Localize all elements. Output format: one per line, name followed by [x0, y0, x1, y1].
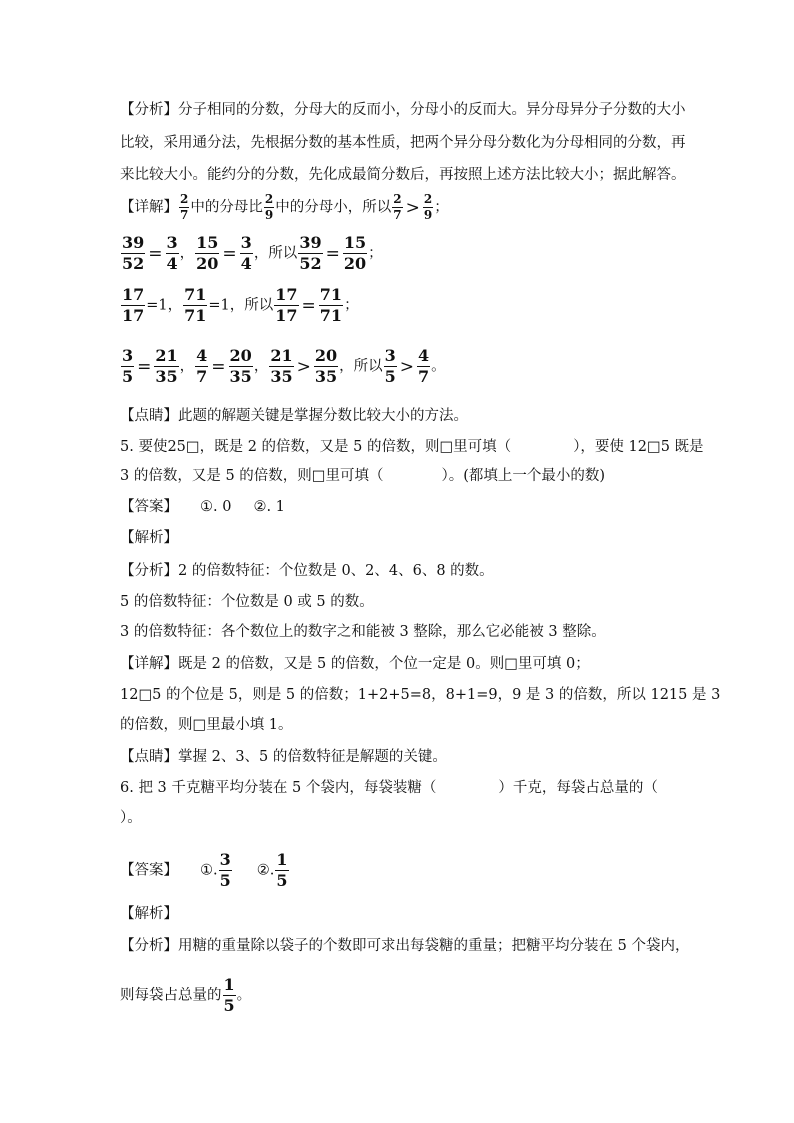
fraction: $\frac{39}{52}$: [299, 233, 322, 273]
analysis-5-line-1: 【分析】2 的倍数特征：个位数是 0、2、4、6、8 的数。: [120, 563, 494, 579]
key-point-5: 【点睛】掌握 2、3、5 的倍数特征是解题的关键。: [120, 749, 447, 765]
detail-line-3: $\frac{17}{17}$ =1， $\frac{71}{71}$ =1，所以 $\frac{17}{17}$ = $\frac{71}{71}$ ；: [122, 285, 359, 325]
fraction: $\frac{39}{52}$: [122, 233, 145, 273]
fraction: $\frac{20}{35}$: [314, 346, 338, 386]
detail-5-line-3: 的倍数，则□里最小填 1。: [120, 717, 293, 733]
fraction: $\frac{2}{9}$: [264, 192, 274, 222]
fraction: $\frac{71}{71}$: [184, 285, 207, 325]
analysis-line-2: 比较，采用通分法，先根据分数的基本性质，把两个异分母分数化为分母相同的分数，再: [120, 135, 686, 151]
fraction: $\frac{15}{20}$: [343, 233, 367, 273]
question-5-line-1: 5. 要使25□，既是 2 的倍数，又是 5 的倍数，则□里可填（ ），要使 12□5 既是: [120, 439, 704, 455]
fraction: $\frac{21}{35}$: [270, 346, 293, 386]
fraction: $\frac{71}{71}$: [319, 285, 343, 325]
answer-5: 【答案】 ①. 0 ②. 1: [120, 499, 285, 515]
analysis-label-5: 【解析】: [120, 530, 178, 546]
fraction: $\frac{1}{5}$: [276, 850, 288, 890]
detail-5-line-2: 12□5 的个位是 5，则是 5 的倍数；1+2+5=8，8+1=9，9 是 3 的倍数，所以 1215 是 3: [120, 687, 721, 703]
fraction: $\frac{15}{20}$: [196, 233, 219, 273]
fraction: $\frac{17}{17}$: [275, 285, 298, 325]
fraction: $\frac{4}{7}$: [417, 346, 430, 386]
analysis-5-line-3: 3 的倍数特征：各个数位上的数字之和能被 3 整除，那么它必能被 3 整除。: [120, 624, 606, 640]
fraction: $\frac{17}{17}$: [122, 285, 145, 325]
detail-line-4: $\frac{3}{5}$ = $\frac{21}{35}$ ， $\frac{4}{7}$ = $\frac{20}{35}$ ， $\frac{21}{35}$ > $\frac{20}{35}$ ，所以 $\frac{3}{5}$ > $\frac{4}{7}$ 。: [122, 346, 446, 386]
detail-line-2: $\frac{39}{52}$ = $\frac{3}{4}$ ， $\frac{15}{20}$ = $\frac{3}{4}$ ，所以 $\frac{39}{52}$ = $\frac{15}{20}$ ；: [122, 233, 383, 273]
fraction: $\frac{3}{5}$: [384, 346, 396, 386]
detail-5-line-1: 【详解】既是 2 的倍数，又是 5 的倍数，个位一定是 0。则□里可填 0；: [120, 656, 590, 672]
analysis-6-line-1: 【分析】用糖的重量除以袋子的个数即可求出每袋糖的重量；把糖平均分装在 5 个袋内，: [120, 938, 690, 954]
fraction: $\frac{20}{35}$: [229, 346, 252, 386]
fraction: $\frac{2}{7}$: [393, 192, 402, 222]
fraction: $\frac{2}{9}$: [423, 192, 433, 222]
answer-6: 【答案】 ①. $\frac{3}{5}$ ②. $\frac{1}{5}$: [120, 850, 288, 890]
question-5-line-2: 3 的倍数，又是 5 的倍数，则□里可填（ ）。(都填上一个最小的数): [120, 468, 606, 484]
fraction: $\frac{21}{35}$: [155, 346, 178, 386]
fraction: $\frac{3}{4}$: [240, 233, 252, 273]
fraction: $\frac{2}{7}$: [180, 192, 189, 222]
analysis-line-3: 来比较大小。能约分的分数，先化成最简分数后，再按照上述方法比较大小；据此解答。: [120, 167, 686, 183]
question-6-line-2: ）。: [120, 810, 142, 826]
question-6-line-1: 6. 把 3 千克糖平均分装在 5 个袋内，每袋装糖（ ）千克，每袋占总量的（: [120, 780, 658, 796]
analysis-line-1: 【分析】分子相同的分数，分母大的反而小，分母小的反而大。异分母异分子分数的大小: [120, 102, 686, 118]
fraction: $\frac{1}{5}$: [223, 975, 235, 1015]
fraction: $\frac{3}{5}$: [219, 850, 231, 890]
fraction: $\frac{4}{7}$: [196, 346, 208, 386]
fraction: $\frac{3}{5}$: [122, 346, 134, 386]
detail-line-1: 【详解】 $\frac{2}{7}$ 中的分母比 $\frac{2}{9}$ 中的分母小，所以 $\frac{2}{7}$ > $\frac{2}{9}$ ；: [120, 192, 449, 222]
fraction: $\frac{3}{4}$: [166, 233, 178, 273]
analysis-6-line-2: 则每袋占总量的 $\frac{1}{5}$ 。: [120, 975, 252, 1015]
analysis-5-line-2: 5 的倍数特征：个位数是 0 或 5 的数。: [120, 594, 374, 610]
key-point-line: 【点睛】此题的解题关键是掌握分数比较大小的方法。: [120, 408, 468, 424]
analysis-label-6: 【解析】: [120, 906, 178, 922]
